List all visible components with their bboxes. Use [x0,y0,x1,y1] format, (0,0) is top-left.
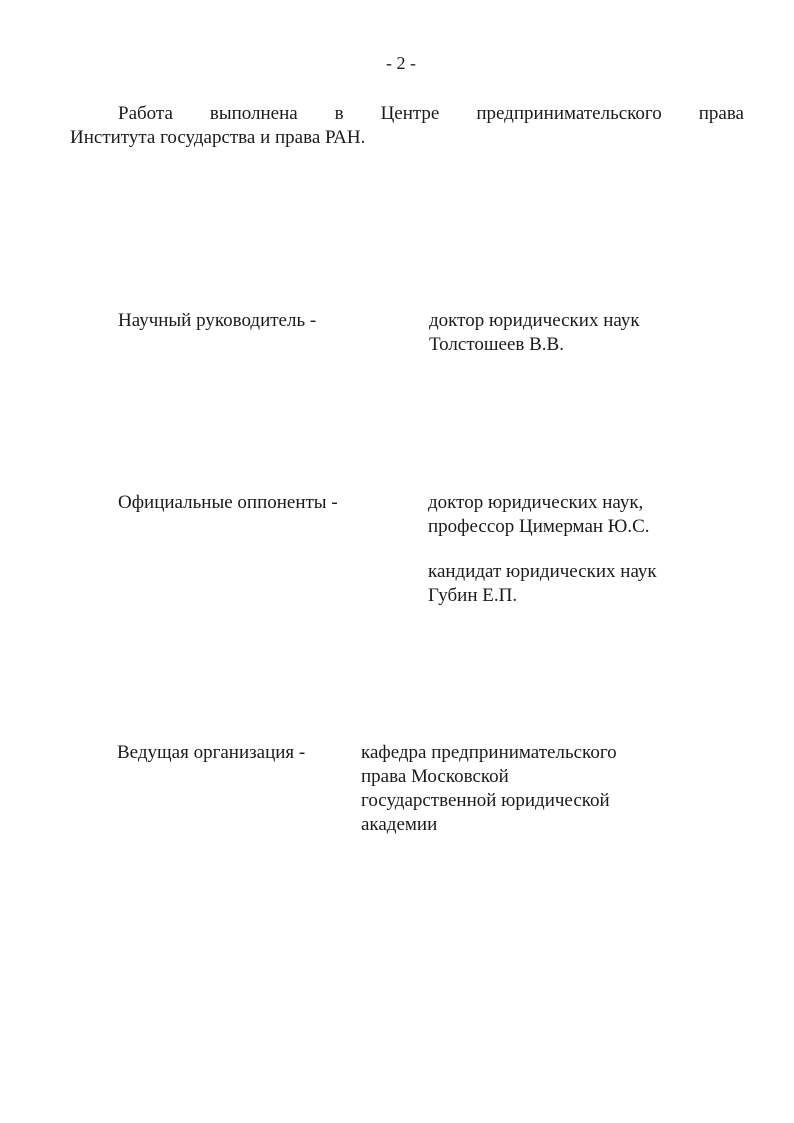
intro-word: в [334,103,344,124]
supervisor-degree: доктор юридических наук [429,310,640,331]
opponent-1-degree: доктор юридических наук, [428,492,644,513]
opponents-label: Официальные оппоненты - [118,492,338,513]
intro-word: выполнена [209,103,298,124]
opponent-2-name: Губин Е.П. [428,585,518,606]
supervisor-name: Толстошеев В.В. [429,334,564,355]
intro-line-2: Института государства и права РАН. [70,127,366,148]
opponent-1-name: профессор Цимерман Ю.С. [428,516,650,537]
leading-org-value [361,741,617,837]
opponent-1 [428,491,650,539]
intro-word: Центре [380,103,440,124]
intro-word: права [698,103,744,124]
supervisor-value [429,309,640,357]
leading-org-line: права Московской [361,766,509,787]
intro-word: предпринимательского [476,103,662,124]
leading-org-label: Ведущая организация - [117,742,306,763]
page-number: - 2 - [386,53,416,73]
intro-line-1 [118,102,744,126]
leading-org-line: академии [361,814,438,835]
opponent-2 [428,560,657,608]
opponent-2-degree: кандидат юридических наук [428,561,657,582]
leading-org-line: кафедра предпринимательского [361,742,617,763]
leading-org-line: государственной юридической [361,790,610,811]
intro-word: Работа [118,103,173,124]
supervisor-label: Научный руководитель - [118,310,317,331]
